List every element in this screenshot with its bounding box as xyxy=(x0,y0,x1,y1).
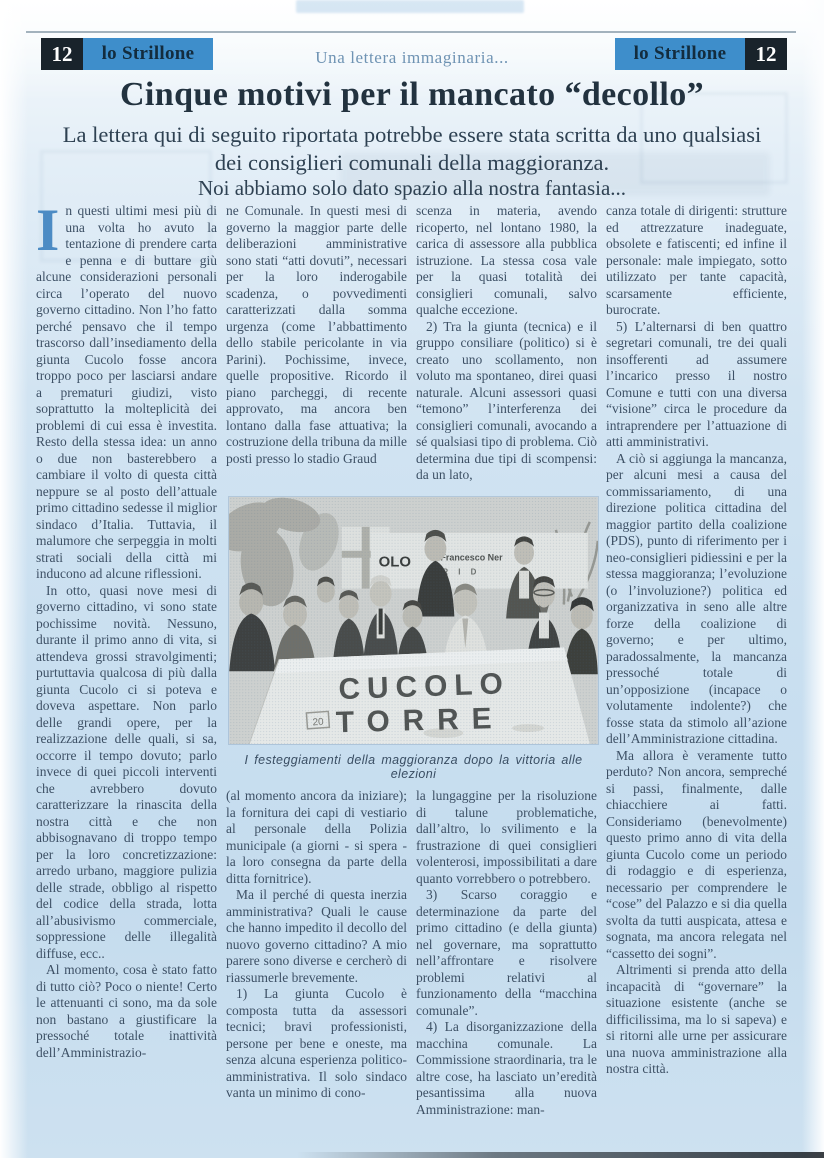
photo-figure xyxy=(229,497,598,781)
paragraph: Ma il perché di questa inerzia amministrativa? Quali le cause che hanno impedito il decollo del nuovo governo cittadino? A mio parere sono diverse e cercherò di riassumerle brevemente. xyxy=(226,887,407,985)
scan-edge-shadow xyxy=(0,1152,824,1158)
bleed-through-artifact xyxy=(296,0,524,13)
article-column-3-top xyxy=(416,203,597,495)
paragraph: la lungaggine per la risoluzione di talune problematiche, dall’altro, lo svilimento e la frustrazione di quei consiglieri volenterosi, impossibilitati a dare quanto vorrebbero o potrebbero. xyxy=(416,788,597,886)
article-column-2-bottom xyxy=(226,788,407,1149)
paragraph: 4) La disorganizzazione della macchina comunale. La Commissione straordinaria, tra le altre cose, ha lasciato un’eredità pesantissima alla nuova Amministrazione: man- xyxy=(416,1019,597,1117)
paragraph: canza totale di dirigenti: strutture ed attrezzature inadeguate, obsolete e fatiscenti; ed infine il personale: male impiegato, sotto utilizzato per tante capacità, scarsamente efficiente, burocrate. xyxy=(606,203,787,317)
paragraph: 5) L’alternarsi di ben quattro segretari comunali, tre dei quali insofferenti ad assumere l’incarico presso il nostro Comune e tutti con una diversa “visione” circa le procedure da intraprendere per l’attuazione di atti amministrativi. xyxy=(606,318,787,449)
photo-illustration xyxy=(229,497,598,744)
page-number-right: 12 xyxy=(745,38,787,70)
masthead-right xyxy=(615,38,787,70)
kicker: Una lettera immaginaria... xyxy=(315,48,509,67)
paragraph: 1) La giunta Cucolo è composta tutta da assessori tecnici; bravi professionisti, persone per bene e oneste, ma senza alcuna esperienza politico-amministrativa. Il solo sindaco vanta un minimo di cono- xyxy=(226,986,407,1100)
article-column-1 xyxy=(36,203,217,1149)
photo-caption: I festeggiamenti della maggioranza dopo la vittoria alle elezioni xyxy=(244,753,583,781)
article-headline: Cinque motivi per il mancato “decollo” xyxy=(119,76,705,113)
article-column-3-bottom xyxy=(416,788,597,1149)
paragraph: A ciò si aggiunga la mancanza, per alcuni mesi a causa del commissariamento, di una direzione politica cittadina del maggior partito della coalizione (PDS), punto di riferimento per i neo-consiglieri pidiessini e per la stessa maggioranza; l’evoluzione (o l’involuzione?) politica ed organizzativa in seno alle altre forze della coalizione di governo; e per ultimo, paradossalmente, la mancanza pressoché totale di un’opposizione (incapace o volutamente indolente?) che fosse stata da stimolo all’azione dell’Amministrazione cittadina. xyxy=(606,450,787,746)
paragraph: 3) Scarso coraggio e determinazione da parte del primo cittadino (e della giunta) nel governare, ma soprattutto nell’affrontare e risolvere problemi relativi al funzionamento della “macchina comunale”. xyxy=(416,887,597,1018)
article-column-2-top xyxy=(226,203,407,495)
paragraph-text: n questi ultimi mesi più di una volta ho avuto la tentazione di prendere carta e penna e di buttare giù alcune considerazioni personali circa l’operato del nuovo governo cittadino. Non l’ho fatto perché pensavo che il tempo trascorso dall’insediamento della giunta Cucolo fosse ancora troppo poco per lasciarsi andare a prematuri giudizi, visto soprattutto la molteplicità dei problemi di cui essa è investita. Resto della stessa idea: un anno o due non basterebbero a cambiare il volto di questa città neppure se al posto dell’attuale primo cittadino sedesse il miglior sindaco d’Italia. Tuttavia, il malumore che serpeggia in molti strati sociali della città mi inducono ad alcune riflessioni. xyxy=(36,203,217,581)
paragraph xyxy=(36,203,217,583)
drop-cap: I xyxy=(36,203,60,263)
subtitle-line-2: dei consiglieri comunali della maggioranza. xyxy=(214,150,610,175)
subtitle-line-3: Noi abbiamo solo dato spazio alla nostra fantasia... xyxy=(197,176,627,200)
masthead-title-right: lo Strillone xyxy=(615,38,745,70)
paragraph: ne Comunale. In questi mesi di governo la maggior parte delle deliberazioni amministrative sono stati “atti dovuti”, necessari per la loro inderogabile scadenza, o povvedimenti caratterizzati dalla somma urgenza (come l’abbattimento dello stabile pericolante in via Parini). Pochissime, invece, quelle propositive. Ricordo il piano parcheggi, di recente approvato, ma ancora ben lontano dalla fase attuativa; la costruzione della tribuna da mille posti presso lo stadio Graud xyxy=(226,203,407,466)
paragraph: Ma allora è veramente tutto perduto? Non ancora, sempreché si passi, finalmente, dalle chiacchiere ai fatti. Consideriamo (benevolmente) questo primo anno di vita della giunta Cucolo come un periodo di rodaggio e di esperienza, necessario per comprendere le “cose” del Palazzo e si dia quella svolta da tutti auspicata, attesa e sognata, ma ancora relegata nel “cassetto dei sogni”. xyxy=(606,747,787,961)
paragraph: Altrimenti si prenda atto della incapacità di “governare” la situazione esistente (anche se difficilissima, ma lo si sapeva) e si ritorni alle urne per assicurare una nuova amministrazione alla nostra città. xyxy=(606,962,787,1076)
top-rule xyxy=(26,31,796,33)
paragraph: scenza in materia, avendo ricoperto, nel lontano 1980, la carica di assessore alla pubblica istruzione. La stessa cosa vale per la quasi totalità dei consiglieri comunali, salvo qualche eccezione. xyxy=(416,203,597,317)
paragraph: In otto, quasi nove mesi di governo cittadino, vi sono state pochissime novità. Nessuno, durante il primo anno di vita, si attendeva grossi stravolgimenti; purtuttavia qualcosa di più dalla giunta Cucolo ci si poteva e doveva aspettare. Non parlo delle grandi opere, per la realizzazione delle quali, si sa, occorre il tempo dovuto; parlo invece di quei piccoli interventi che avrebbero dovuto caratterizzare la rinascita della nostra città e che non abbisognavano di troppo tempo per la loro concretizzazione: arredo urbano, maggiore pulizia delle strade, obbligo al rispetto del codice della strada, lotta all’abusivismo commerciale, soppressione delle illegalità diffuse, ecc.. xyxy=(36,582,217,961)
paragraph: (al momento ancora da iniziare); la fornitura dei capi di vestiario al personale della Polizia municipale (a giorni - si spera - la loro consegna da parte della ditta fornitrice). xyxy=(226,788,407,886)
subtitle-line-1: La lettera qui di seguito riportata potrebbe essere stata scritta da uno qualsiasi xyxy=(62,122,762,147)
paragraph: Al momento, cosa è stato fatto di tutto ciò? Poco o niente! Certo le attenuanti ci sono, ma da sole non bastano a giustificare la pressoché totale inattività dell’Amministrazio- xyxy=(36,962,217,1060)
page-number-left: 12 xyxy=(41,38,83,70)
paragraph: 2) Tra la giunta (tecnica) e il gruppo consiliare (politico) si è creato uno scollamento, non voluto ma spontaneo, direi quasi naturale. Alcuni assessori quasi “temono” l’interferenza dei consiglieri comunali, avocando a sé qualsiasi tipo di problema. Ciò determina due tipi di scompensi: da un lato, xyxy=(416,318,597,482)
article-column-4 xyxy=(606,203,787,1149)
masthead-title-left: lo Strillone xyxy=(83,38,213,70)
